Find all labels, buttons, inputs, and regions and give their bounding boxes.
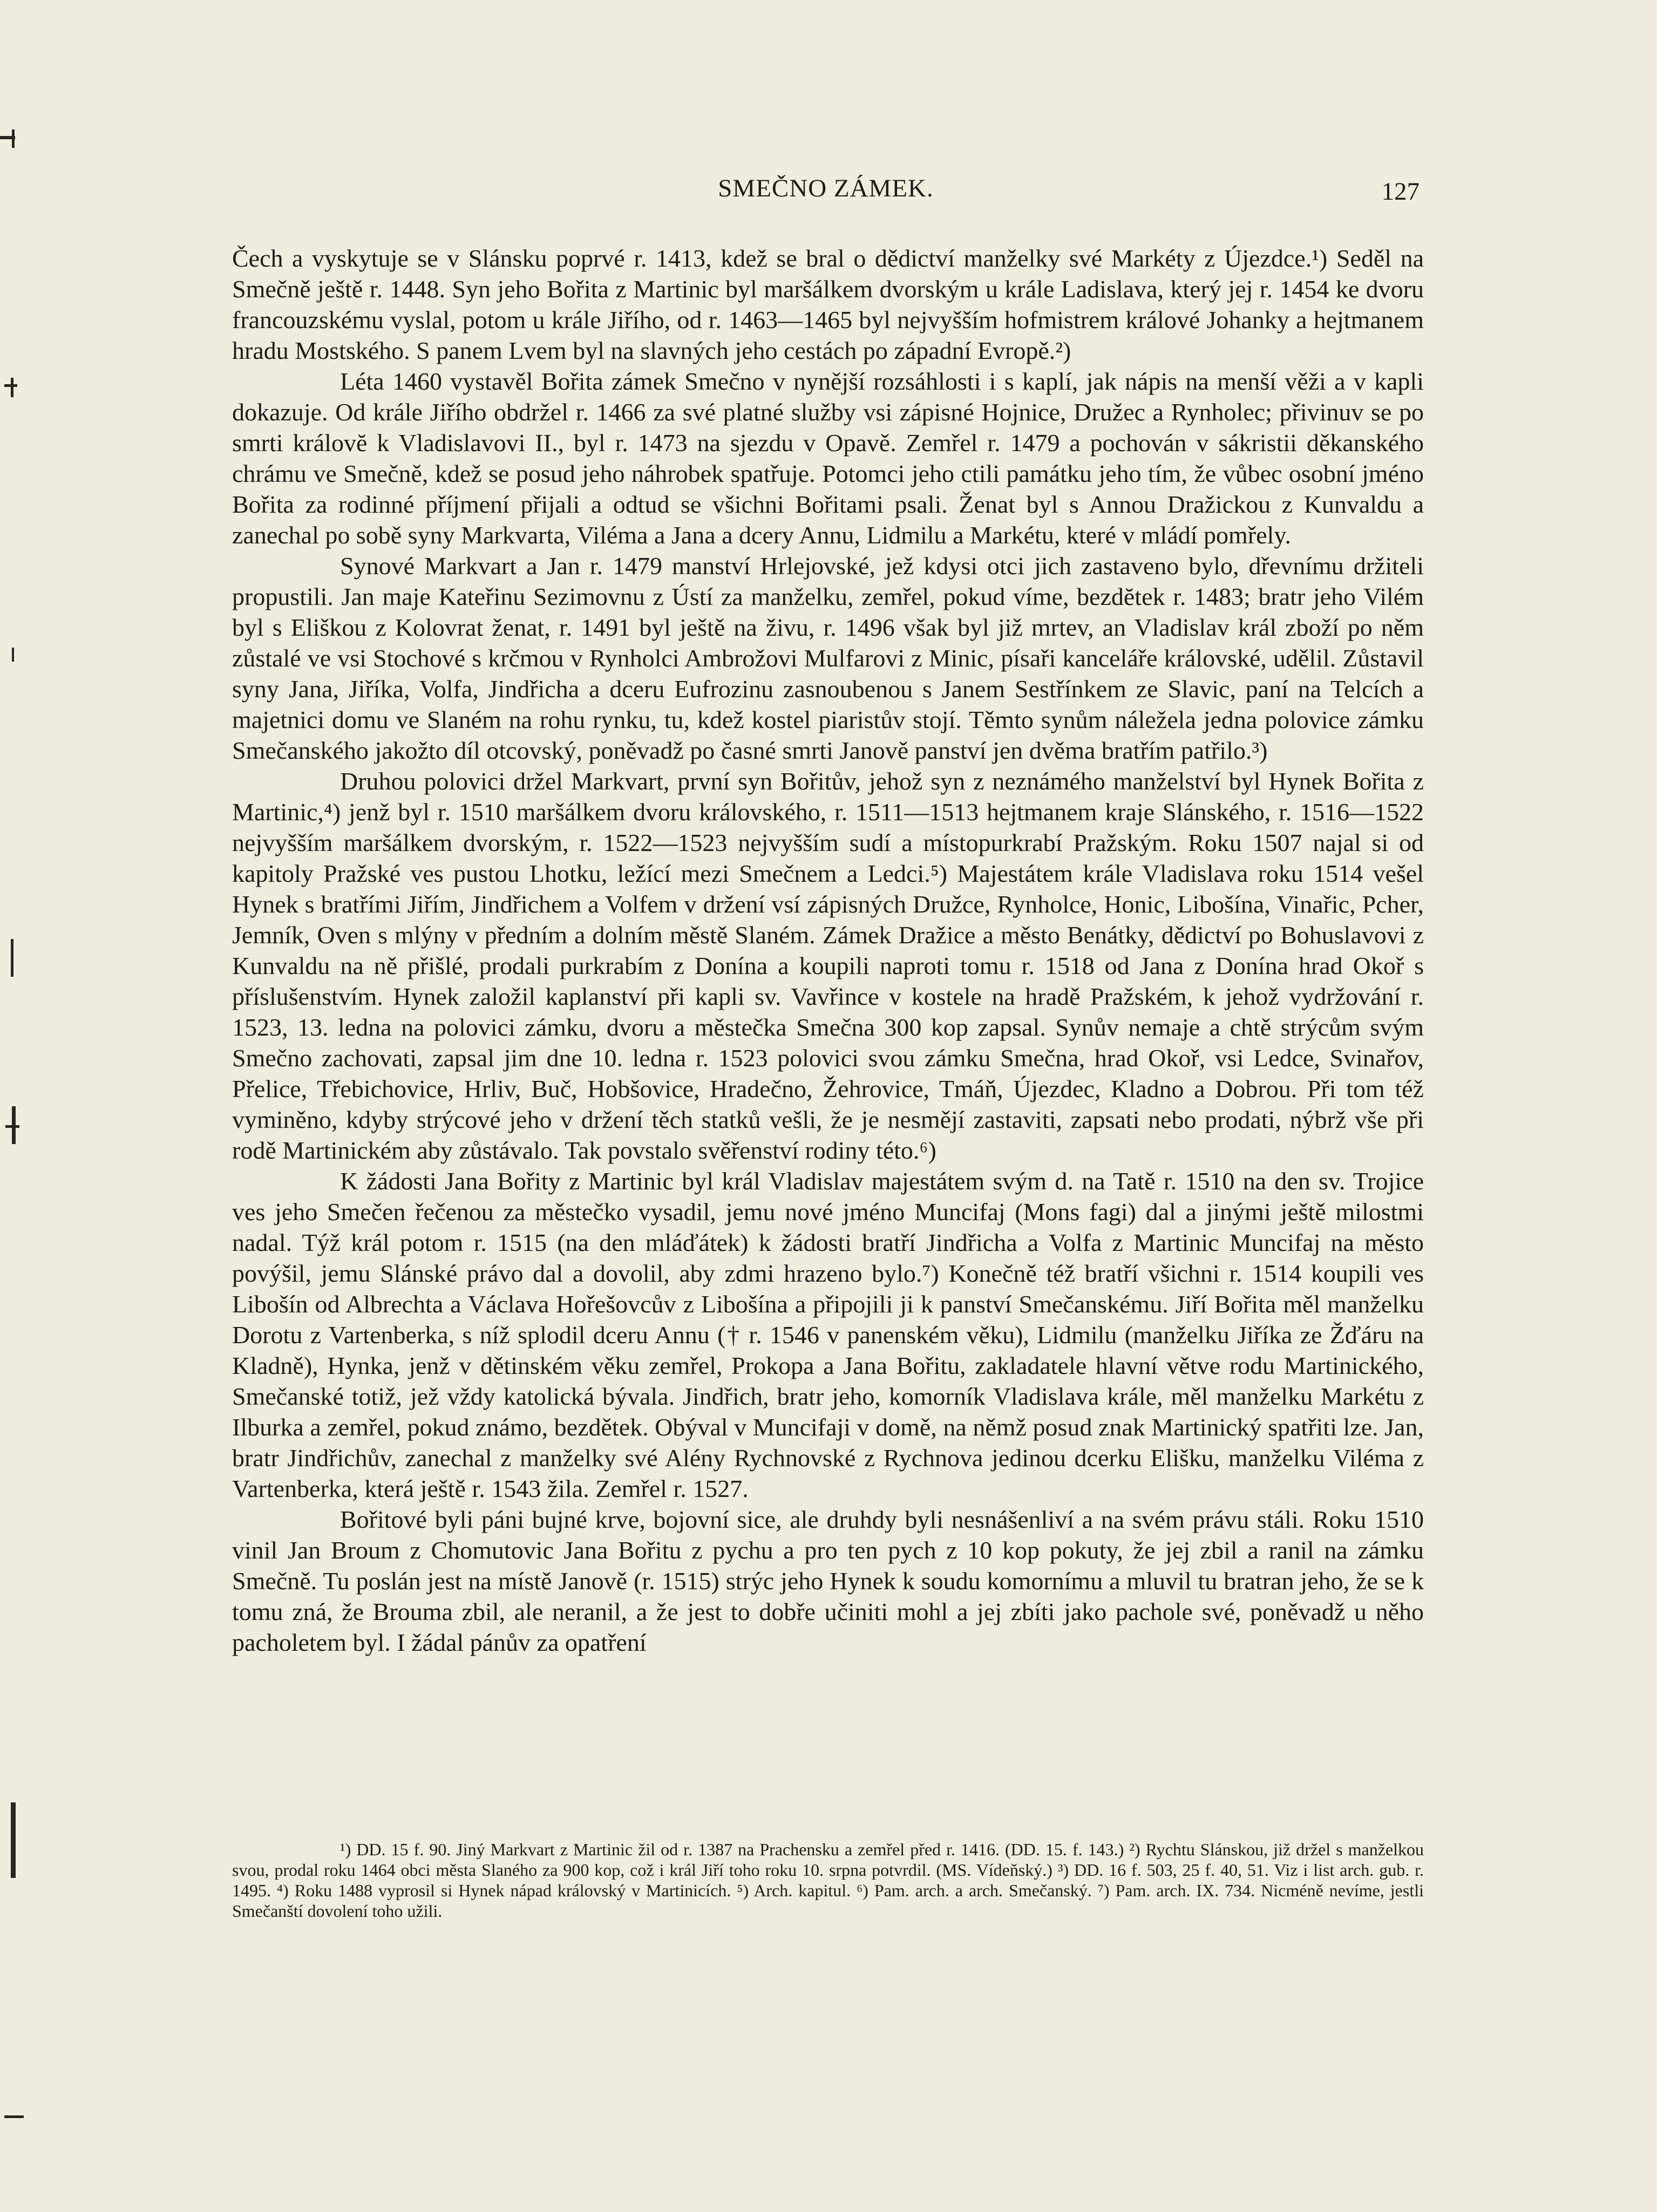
paragraph-1: Čech a vyskytuje se v Slánsku poprvé r. 1413, kdež se bral o dědictví manželky své Markéty z Újezdce.¹) Seděl na Smečně ještě r. 1448. Syn jeho Bořita z Martinic byl maršálkem dvorským u krále Ladislava, který jej r. 1454 ke dvoru francouzskému vyslal, potom u krále Jiřího, od r. 1463—1465 byl nejvyšším hofmistrem králové Johanky a hejtmanem hradu Mostského. S panem Lvem byl na slavných jeho cestách po západní Evropě.²) bbox=[232, 244, 1424, 364]
margin-mark-1-stem bbox=[12, 130, 15, 148]
paragraph-4: Druhou polovici držel Markvart, první syn Bořitův, jehož syn z neznámého manželství byl Hynek Bořita z Martinic,⁴) jenž byl r. 1510 maršálkem dvoru královského, r. 1511—1513 hejtmanem kraje Slánského, r. 1516—1522 nejvyšším maršálkem dvorským, r. 1522—1523 nejvyšším sudí a místopurkrabí Pražským. Roku 1507 najal si od kapitoly Pražské ves pustou Lhotku, ležící mezi Smečnem a Ledci.⁵) Majestátem krále Vladislava roku 1514 vešel Hynek s bratřími Jiřím, Jindřichem a Volfem v držení vsí zápisných Družce, Rynholce, Honic, Libošína, Vinařic, Pcher, Jemník, Oven s mlýny v předním a dolním městě Slaném. Zámek Dražice a město Benátky, dědictví po Bohuslavovi z Kunvaldu na ně přišlé, prodali purkrabím z Donína a koupili naproti tomu r. 1518 od Jana z Donína hrad Okoř s příslušenstvím. Hynek založil kaplanství při kapli sv. Vavřince v kostele na hradě Pražském, k jehož vydržování r. 1523, 13. ledna na polovici zámku, dvoru a městečka Smečna 300 kop zapsal. Synův nemaje a chtě strýcům svým Smečno zachovati, zapsal jim dne 10. ledna r. 1523 polovici svou zámku Smečna, hrad Okoř, vsi Ledce, Svinařov, Přelice, Třebichovice, Hrliv, Buč, Hobšovice, Hradečno, Žehrovice, Tmáň, Újezdec, Kladno a Dobrou. Při tom též vyminěno, kdyby strýcové jeho v držení těch statků vešli, že je nesmějí zastaviti, zapsati nebo prodati, nýbrž vše při rodě Martinickém aby zůstávalo. Tak povstalo svěřenství rodiny této.⁶) bbox=[232, 767, 1424, 1164]
page-title: SMEČNO ZÁMEK. bbox=[718, 174, 934, 202]
margin-mark-3 bbox=[12, 648, 14, 662]
margin-mark-2-stem bbox=[11, 378, 13, 397]
footnotes-text: ¹) DD. 15 f. 90. Jiný Markvart z Martinic žil od r. 1387 na Prachensku a zemřel před r. 1416. (DD. 15. f. 143.) ²) Rychtu Slánskou, již držel s manželkou svou, prodal roku 1464 obci města Slaného za 900 kop, což i král Jiří toho roku 10. srpna potvrdil. (MS. Vídeňský.) ³) DD. 16 f. 503, 25 f. 40, 51. Viz i list arch. gub. r. 1495. ⁴) Roku 1488 vyprosil si Hynek nápad královský v Martinicích. ⁵) Arch. kapitul. ⁶) Pam. arch. a arch. Smečanský. ⁷) Pam. arch. IX. 734. Nicméně nevíme, jestli Smečanští dovolení toho užili. bbox=[232, 1840, 1424, 1921]
page-number: 127 bbox=[1381, 178, 1420, 206]
margin-mark-4 bbox=[11, 939, 13, 977]
main-text bbox=[232, 243, 1424, 1658]
margin-mark-5-stem bbox=[12, 1106, 16, 1144]
margin-mark-6 bbox=[11, 1802, 16, 1878]
running-header bbox=[232, 174, 1420, 212]
margin-mark-7 bbox=[4, 2115, 24, 2118]
paragraph-2: Léta 1460 vystavěl Bořita zámek Smečno v nynější rozsáhlosti i s kaplí, jak nápis na menší věži a v kapli dokazuje. Od krále Jiřího obdržel r. 1466 za své platné služby vsi zápisné Hojnice, Družec a Rynholec; přivinuv se po smrti královĕ k Vladislavovi II., byl r. 1473 na sjezdu v Opavě. Zemřel r. 1479 a pochován v sákristii děkanského chrámu ve Smečně, kdež se posud jeho náhrobek spatřuje. Potomci jeho ctili památku jeho tím, že vůbec osobní jméno Bořita za rodinné příjmení přijali a odtud se všichni Bořitami psali. Ženat byl s Annou Dražickou z Kunvaldu a zanechal po sobě syny Markvarta, Viléma a Jana a dcery Annu, Lidmilu a Markétu, které v mládí pomřely. bbox=[232, 367, 1424, 549]
paragraph-6: Bořitové byli páni bujné krve, bojovní sice, ale druhdy byli nesnášenliví a na svém právu stáli. Roku 1510 vinil Jan Broum z Chomutovic Jana Bořitu z pychu a pro ten pych z 10 kop pokuty, že jej zbil a ranil na zámku Smečně. Tu poslán jest na místě Janově (r. 1515) strýc jeho Hynek k soudu komornímu a mluvil tu bratran jeho, že se k tomu zná, že Brouma zbil, ale neranil, a že jest to dobře učiniti mohl a jej zbíti jako pachole své, poněvadž u něho pacholetem byl. I žádal pánův za opatření bbox=[232, 1506, 1424, 1656]
paragraph-3: Synové Markvart a Jan r. 1479 manství Hrlejovské, jež kdysi otci jich zastaveno bylo, dřevnímu držiteli propustili. Jan maje Kateřinu Sezimovnu z Ústí za manželku, zemřel, pokud víme, bezdĕtek r. 1483; bratr jeho Vilém byl s Eliškou z Kolovrat ženat, r. 1491 byl ještě na živu, r. 1496 však byl již mrtev, an Vladislav král zboží po něm zůstalé ve vsi Stochové s krčmou v Rynholci Ambrožovi Mulfarovi z Minic, písaři kanceláře královské, udělil. Zůstavil syny Jana, Jiříka, Volfa, Jindřicha a dceru Eufrozinu zasnoubenou s Janem Sestřínkem ze Slavic, paní na Telcích a majetnici domu ve Slaném na rohu rynku, tu, kdež kostel piaristův stojí. Těmto synům náležela jedna polovice zámku Smečanského jakožto díl otcovský, poněvadž po časné smrti Janově panství jen dvěma bratřím patřilo.³) bbox=[232, 552, 1424, 764]
paragraph-5: K žádosti Jana Bořity z Martinic byl král Vladislav majestátem svým d. na Tatě r. 1510 na den sv. Trojice ves jeho Smečen řečenou za městečko vysadil, jemu nové jméno Muncifaj (Mons fagi) dal a jinými ještě milostmi nadal. Týž král potom r. 1515 (na den mláďátek) k žádosti bratří Jindřicha a Volfa z Martinic Muncifaj na město povýšil, jemu Slánské právo dal a dovolil, aby zdmi hrazeno bylo.⁷) Konečně též bratří všichni r. 1514 koupili ves Libošín od Albrechta a Václava Hořešovcův z Libošína a připojili ji k panství Smečanskému. Jiří Bořita měl manželku Dorotu z Vartenberka, s níž splodil dceru Annu († r. 1546 v panenském věku), Lidmilu (manželku Jiříka ze Žďáru na Kladně), Hynka, jenž v dětinském věku zemřel, Prokopa a Jana Bořitu, zakladatele hlavní větve rodu Martinického, Smečanské totiž, jež vždy katolická bývala. Jindřich, bratr jeho, komorník Vladislava krále, měl manželku Markétu z Ilburka a zemřel, pokud známo, bezdětek. Obýval v Muncifaji v domě, na němž posud znak Martinický spatřiti lze. Jan, bratr Jindřichův, zanechal z manželky své Alény Rychnovské z Rychnova jedinou dcerku Elišku, manželku Viléma z Vartenberka, která ještě r. 1543 žila. Zemřel r. 1527. bbox=[232, 1167, 1424, 1502]
footnotes bbox=[232, 1839, 1424, 1921]
